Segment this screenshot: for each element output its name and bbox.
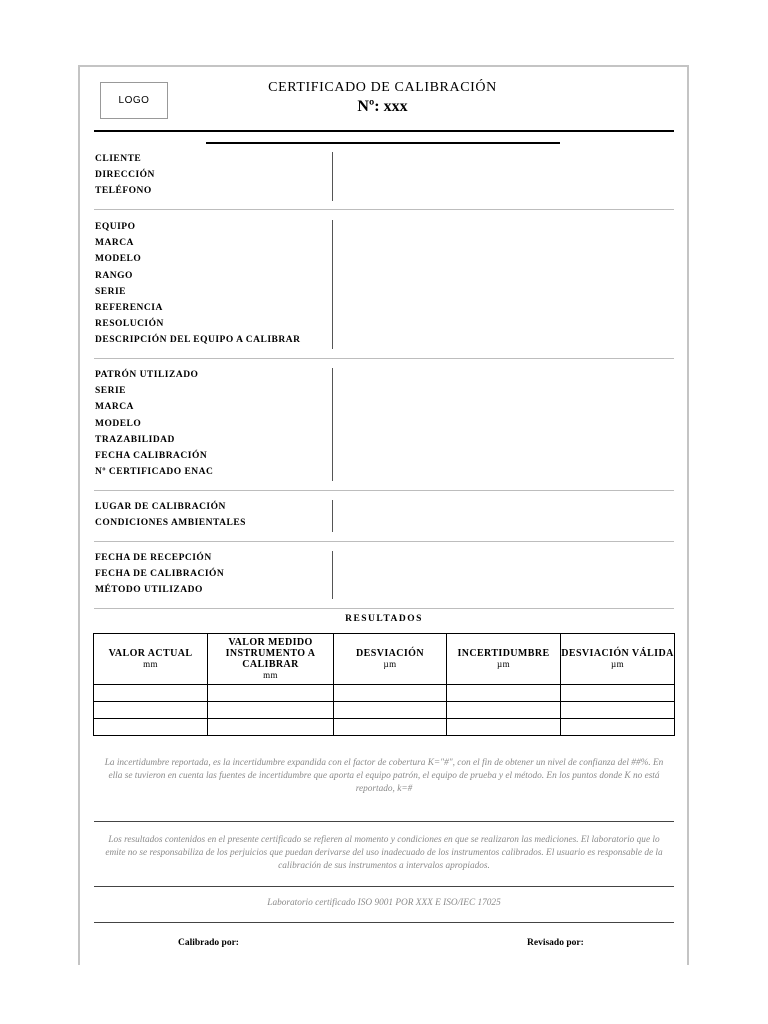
standard-divider	[332, 368, 333, 481]
table-cell	[208, 702, 334, 719]
reviewed-by-label: Revisado por:	[527, 938, 584, 948]
resolution-label: RESOLUCIÓN	[95, 319, 164, 330]
note-separator	[94, 821, 674, 822]
standard-serial-label: SERIE	[95, 386, 127, 397]
place-section	[95, 499, 246, 531]
table-cell	[447, 685, 561, 702]
column-header: DESVIACIÓN VÁLIDA µm	[561, 634, 675, 685]
dates-section	[95, 550, 224, 599]
equipment-label: EQUIPO	[95, 222, 136, 232]
certificate-title: CERTIFICADO DE CALIBRACIÓN	[268, 80, 497, 95]
section-separator	[94, 209, 674, 210]
equipment-divider	[332, 220, 333, 349]
environment-conditions-label: CONDICIONES AMBIENTALES	[95, 518, 246, 529]
table-cell	[561, 702, 675, 719]
header-divider	[94, 130, 674, 132]
column-header: VALOR MEDIDO INSTRUMENTO A CALIBRAR mm	[208, 634, 334, 685]
uncertainty-note: La incertidumbre reportada, es la incertidumbre expandida con el factor de cobertura K="#", con el fin de obtener un nivel de confianza del ##%. En ella se tuvieron en cuenta las fuentes de incertidumbre que aporta el equipo patrón, el equipo de prueba y el método. En los puntos donde K no está reportado, k=#	[104, 758, 664, 794]
serial-label: SERIE	[95, 286, 127, 297]
table-cell	[334, 719, 447, 736]
dates-divider	[332, 551, 333, 599]
note-separator	[94, 886, 674, 887]
header-underline	[206, 142, 560, 144]
table-cell	[208, 719, 334, 736]
brand-label: MARCA	[95, 238, 134, 249]
section-separator	[94, 490, 674, 491]
client-divider	[332, 152, 333, 201]
note-separator	[94, 922, 674, 923]
calibration-place-label: LUGAR DE CALIBRACIÓN	[95, 502, 226, 512]
equipment-section	[95, 219, 300, 349]
results-title: RESULTADOS	[345, 614, 423, 624]
table-row	[94, 719, 675, 736]
place-divider	[332, 500, 333, 532]
section-separator	[94, 541, 674, 542]
table-row	[94, 685, 675, 702]
column-header: INCERTIDUMBRE µm	[447, 634, 561, 685]
standard-model-label: MODELO	[95, 418, 142, 429]
table-cell	[561, 685, 675, 702]
column-header: DESVIACIÓN µm	[334, 634, 447, 685]
calibrated-by-label: Calibrado por:	[178, 938, 239, 948]
calibration-date-label: FECHA DE CALIBRACIÓN	[95, 569, 225, 580]
table-cell	[447, 719, 561, 736]
standard-section	[95, 367, 213, 480]
enac-certificate-label: Nº CERTIFICADO ENAC	[95, 467, 214, 478]
accreditation-note: Laboratorio certificado ISO 9001 POR XXX E ISO/IEC 17025	[267, 898, 501, 908]
table-cell	[334, 685, 447, 702]
table-row	[94, 702, 675, 719]
standard-used-label: PATRÓN UTILIZADO	[95, 370, 199, 380]
certificate-number: Nº: xxx	[357, 98, 408, 115]
table-cell	[447, 702, 561, 719]
section-separator	[94, 608, 674, 609]
table-cell	[94, 702, 208, 719]
column-header: VALOR ACTUAL mm	[94, 634, 208, 685]
standard-brand-label: MARCA	[95, 402, 134, 413]
address-label: DIRECCIÓN	[95, 170, 155, 181]
range-label: RANGO	[95, 270, 133, 281]
reference-label: REFERENCIA	[95, 302, 163, 313]
method-label: MÉTODO UTILIZADO	[95, 585, 203, 596]
table-cell	[208, 685, 334, 702]
table-cell	[561, 719, 675, 736]
logo-placeholder: LOGO	[100, 82, 168, 119]
section-separator	[94, 358, 674, 359]
traceability-label: TRAZABILIDAD	[95, 434, 175, 445]
results-table	[93, 633, 675, 736]
disclaimer-note: Los resultados contenidos en el presente certificado se refieren al momento y condiciones en que se realizaron las mediciones. El laboratorio que lo emite no se responsabiliza de los perjuicios que puedan derivarse del uso inadecuado de los instrumentos calibrados. El usuario es responsable de la calibración de sus instrumentos a intervalos apropiados.	[105, 835, 663, 871]
standard-calibration-date-label: FECHA CALIBRACIÓN	[95, 450, 208, 461]
client-section	[95, 151, 155, 200]
phone-label: TELÉFONO	[95, 186, 152, 197]
client-label: CLIENTE	[95, 154, 142, 164]
reception-date-label: FECHA DE RECEPCIÓN	[95, 553, 212, 563]
description-label: DESCRIPCIÓN DEL EQUIPO A CALIBRAR	[95, 335, 301, 346]
table-cell	[334, 702, 447, 719]
table-cell	[94, 685, 208, 702]
model-label: MODELO	[95, 254, 142, 265]
table-cell	[94, 719, 208, 736]
